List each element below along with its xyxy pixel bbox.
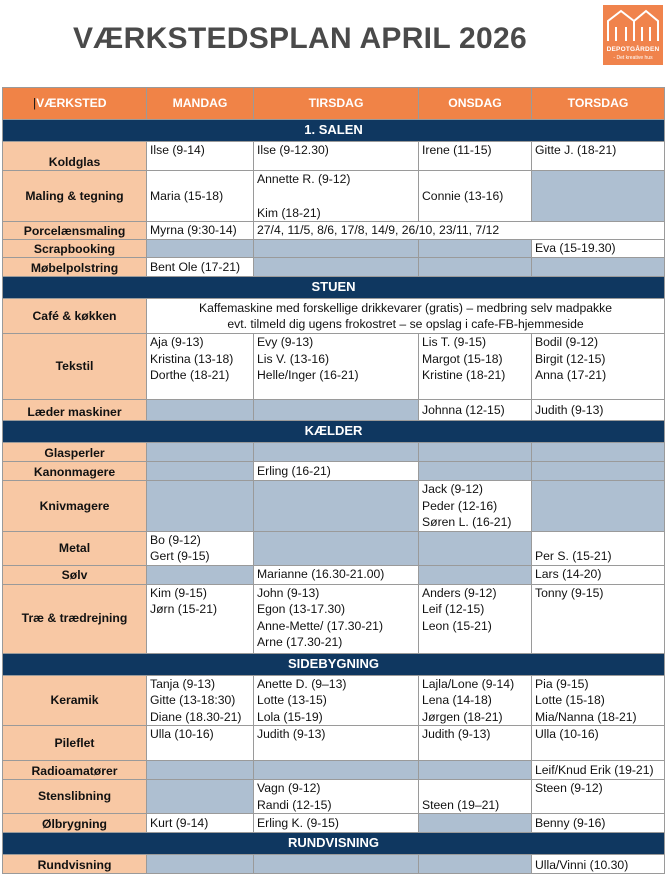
cell-line: Helle/Inger (16-21) — [257, 368, 359, 382]
cell-tirsdag — [254, 400, 419, 421]
cell-line: Lis V. (13-16) — [257, 351, 330, 366]
table-row — [3, 142, 665, 171]
section-title: 1. SALEN — [3, 120, 665, 142]
cell-onsdag: Johnna (12-15) — [419, 400, 532, 421]
col-header-vaerksted: |VÆRKSTED — [3, 88, 147, 120]
table-row — [3, 481, 665, 532]
table-row — [3, 240, 665, 258]
cell-mandag: Ulla (10-16) — [147, 726, 254, 761]
section-salen — [3, 120, 665, 142]
cell-line: Tanja (9-13) — [150, 676, 216, 691]
cell-onsdag — [419, 240, 532, 258]
cell-onsdag — [419, 814, 532, 833]
cell-tirsdag — [254, 761, 419, 780]
table-row — [3, 584, 665, 653]
cell-mandag — [147, 780, 254, 814]
section-title: STUEN — [3, 277, 665, 299]
cell-mandag — [147, 584, 254, 653]
table-row — [3, 171, 665, 222]
cell-torsdag: Ulla (10-16) — [532, 726, 665, 761]
cell-mandag — [147, 675, 254, 726]
cell-line: Peder (12-16) — [422, 498, 498, 513]
table-row — [3, 299, 665, 334]
cell-torsdag: Gitte J. (18-21) — [532, 142, 665, 171]
cell-onsdag — [419, 675, 532, 726]
row-label: Stenslibning — [3, 780, 147, 814]
cell-line: Birgit (12-15) — [535, 351, 606, 366]
cell-onsdag — [419, 584, 532, 653]
cell-torsdag: Judith (9-13) — [532, 400, 665, 421]
table-row — [3, 334, 665, 400]
row-label: Tekstil — [3, 334, 147, 400]
cell-torsdag — [532, 258, 665, 277]
cell-tirsdag: Judith (9-13) — [254, 726, 419, 761]
row-label: Møbelpolstring — [3, 258, 147, 277]
cafe-notice — [147, 299, 665, 334]
table-row — [3, 258, 665, 277]
table-row — [3, 726, 665, 761]
cell-line: Kristine (18-21) — [422, 368, 506, 382]
table-row — [3, 780, 665, 814]
cell-tirsdag: Ilse (9-12.30) — [254, 142, 419, 171]
row-label: Glasperler — [3, 443, 147, 462]
logo — [603, 5, 663, 65]
cell-onsdag — [419, 481, 532, 532]
cell-line: Kim (18-21) — [257, 205, 321, 220]
row-label: Porcelænsmaling — [3, 222, 147, 240]
cell-tirsdag — [254, 171, 419, 222]
cell-mandag — [147, 761, 254, 780]
cell-onsdag: Steen (19–21) — [419, 780, 532, 814]
row-label: Maling & tegning — [3, 171, 147, 222]
cell-line: Anne-Mette/ (17.30-21) — [257, 618, 384, 633]
cell-line: Leon (15-21) — [422, 618, 492, 633]
table-row — [3, 443, 665, 462]
cell-line: Randi (12-15) — [257, 797, 332, 812]
row-label: Kanonmagere — [3, 462, 147, 481]
row-label: Radioamatører — [3, 761, 147, 780]
cell-line: Jack (9-12) — [422, 482, 483, 496]
cell-onsdag — [419, 462, 532, 481]
cell-tirsdag — [254, 531, 419, 565]
cell-torsdag — [532, 675, 665, 726]
logo-tagline: - Det kreative hus — [613, 55, 653, 61]
cell-onsdag — [419, 531, 532, 565]
cell-mandag: Ilse (9-14) — [147, 142, 254, 171]
cell-line: Mia/Nanna (18-21) — [535, 709, 637, 724]
section-kaelder — [3, 421, 665, 443]
cell-line: Lotte (15-18) — [535, 693, 605, 707]
cell-onsdag: Connie (13-16) — [419, 171, 532, 222]
cell-tirsdag — [254, 481, 419, 532]
table-row — [3, 222, 665, 240]
page-title: VÆRKSTEDSPLAN APRIL 2026 — [73, 22, 527, 55]
cell-mandag — [147, 400, 254, 421]
row-label: Koldglas — [3, 142, 147, 171]
row-label: Rundvisning — [3, 855, 147, 874]
cell-torsdag: Eva (15-19.30) — [532, 240, 665, 258]
table-row — [3, 462, 665, 481]
cell-line: Søren L. (16-21) — [422, 515, 512, 529]
cell-onsdag — [419, 443, 532, 462]
table-row — [3, 855, 665, 874]
cell-torsdag: Ulla/Vinni (10.30) — [532, 855, 665, 874]
cell-mandag — [147, 443, 254, 462]
cell-line: Gitte (13-18:30) — [150, 693, 236, 707]
cell-line: Diane (18.30-21) — [150, 709, 242, 724]
cell-tirsdag: Marianne (16.30-21.00) — [254, 565, 419, 584]
cell-line: Margot (15-18) — [422, 351, 503, 366]
cell-line: Kristina (13-18) — [150, 351, 234, 366]
cell-onsdag — [419, 761, 532, 780]
cell-torsdag — [532, 481, 665, 532]
cell-torsdag: Leif/Knud Erik (19-21) — [532, 761, 665, 780]
cell-tirsdag — [254, 443, 419, 462]
cell-line: Anders (9-12) — [422, 585, 497, 600]
col-header-torsdag: TORSDAG — [532, 88, 665, 120]
row-label: Knivmagere — [3, 481, 147, 532]
cell-tirsdag: Erling K. (9-15) — [254, 814, 419, 833]
cell-onsdag: Irene (11-15) — [419, 142, 532, 171]
logo-name: DEPOTGÅRDEN — [606, 46, 660, 53]
cell-mandag: Bent Ole (17-21) — [147, 258, 254, 277]
section-title: RUNDVISNING — [3, 833, 665, 855]
cell-spacer — [257, 188, 415, 205]
row-label: Ølbrygning — [3, 814, 147, 833]
house-logo-icon — [603, 5, 663, 45]
cell-torsdag: Lars (14-20) — [532, 565, 665, 584]
cell-mandag — [147, 531, 254, 565]
table-row — [3, 565, 665, 584]
cell-line: Anette D. (9–13) — [257, 676, 347, 691]
table-row — [3, 400, 665, 421]
col-header-mandag: MANDAG — [147, 88, 254, 120]
table-row — [3, 761, 665, 780]
cell-line: Pia (9-15) — [535, 676, 589, 691]
cell-line: John (9-13) — [257, 585, 320, 600]
cell-line: Jørgen (18-21) — [422, 709, 503, 724]
cell-onsdag: Judith (9-13) — [419, 726, 532, 761]
cell-line: Evy (9-13) — [257, 335, 314, 349]
cell-line: Gert (9-15) — [150, 549, 210, 563]
notice-line: Kaffemaskine med forskellige drikkevarer (gratis) – medbring selv madpakke — [199, 300, 612, 315]
cell-torsdag — [532, 171, 665, 222]
row-label: Læder maskiner — [3, 400, 147, 421]
cell-mandag — [147, 481, 254, 532]
cell-tirsdag — [254, 240, 419, 258]
cell-onsdag — [419, 258, 532, 277]
cell-torsdag — [532, 443, 665, 462]
cell-tirsdag: Erling (16-21) — [254, 462, 419, 481]
row-label: Pileflet — [3, 726, 147, 761]
cell-torsdag: Per S. (15-21) — [532, 531, 665, 565]
row-label: Træ & trædrejning — [3, 584, 147, 653]
cell-mandag: Maria (15-18) — [147, 171, 254, 222]
table-row — [3, 675, 665, 726]
cell-dates: 27/4, 11/5, 8/6, 17/8, 14/9, 26/10, 23/11, 7/12 — [254, 222, 665, 240]
cell-line: Lajla/Lone (9-14) — [422, 676, 515, 691]
row-label: Café & køkken — [3, 299, 147, 334]
cell-line: Annette R. (9-12) — [257, 172, 351, 186]
row-label: Sølv — [3, 565, 147, 584]
cell-line: Lis T. (9-15) — [422, 335, 487, 349]
cell-tirsdag — [254, 780, 419, 814]
cell-tirsdag — [254, 855, 419, 874]
cell-mandag — [147, 462, 254, 481]
col-header-onsdag: ONSDAG — [419, 88, 532, 120]
cell-line: Kim (9-15) — [150, 585, 207, 600]
cell-torsdag: Steen (9-12) — [532, 780, 665, 814]
cell-line: Egon (13-17.30) — [257, 602, 346, 616]
cell-tirsdag — [254, 675, 419, 726]
cell-line: Aja (9-13) — [150, 335, 204, 349]
cell-tirsdag — [254, 584, 419, 653]
cell-line: Jørn (15-21) — [150, 602, 218, 616]
cell-line: Anna (17-21) — [535, 368, 607, 382]
cell-line: Lena (14-18) — [422, 693, 492, 707]
row-label: Metal — [3, 531, 147, 565]
cell-torsdag: Tonny (9-15) — [532, 584, 665, 653]
section-stuen — [3, 277, 665, 299]
section-sidebygning — [3, 653, 665, 675]
header-row — [3, 88, 665, 120]
cell-tirsdag — [254, 334, 419, 400]
cell-mandag: Kurt (9-14) — [147, 814, 254, 833]
cell-line: Vagn (9-12) — [257, 781, 321, 795]
cell-mandag — [147, 334, 254, 400]
cell-line: Arne (17.30-21) — [257, 635, 343, 649]
row-label: Keramik — [3, 675, 147, 726]
cell-onsdag — [419, 855, 532, 874]
schedule-table — [2, 87, 665, 874]
notice-line: evt. tilmeld dig ugens frokostret – se opslag i cafe-FB-hjemmeside — [227, 317, 584, 331]
cell-line: Lola (15-19) — [257, 709, 323, 724]
cell-mandag — [147, 240, 254, 258]
cell-mandag — [147, 855, 254, 874]
cell-onsdag — [419, 565, 532, 584]
cell-onsdag — [419, 334, 532, 400]
cell-tirsdag — [254, 258, 419, 277]
cell-line: Lotte (13-15) — [257, 693, 327, 707]
section-title: SIDEBYGNING — [3, 653, 665, 675]
cell-line: Bo (9-12) — [150, 532, 201, 547]
section-title: KÆLDER — [3, 421, 665, 443]
cell-torsdag — [532, 334, 665, 400]
col-header-tirsdag: TIRSDAG — [254, 88, 419, 120]
cell-line: Bodil (9-12) — [535, 335, 598, 349]
cell-mandag: Myrna (9:30-14) — [147, 222, 254, 240]
cell-line: Dorthe (18-21) — [150, 368, 230, 382]
section-rundvisning — [3, 833, 665, 855]
table-row — [3, 531, 665, 565]
cell-line: Leif (12-15) — [422, 602, 485, 616]
table-row — [3, 814, 665, 833]
cell-torsdag: Benny (9-16) — [532, 814, 665, 833]
cell-torsdag — [532, 462, 665, 481]
row-label: Scrapbooking — [3, 240, 147, 258]
cell-mandag — [147, 565, 254, 584]
